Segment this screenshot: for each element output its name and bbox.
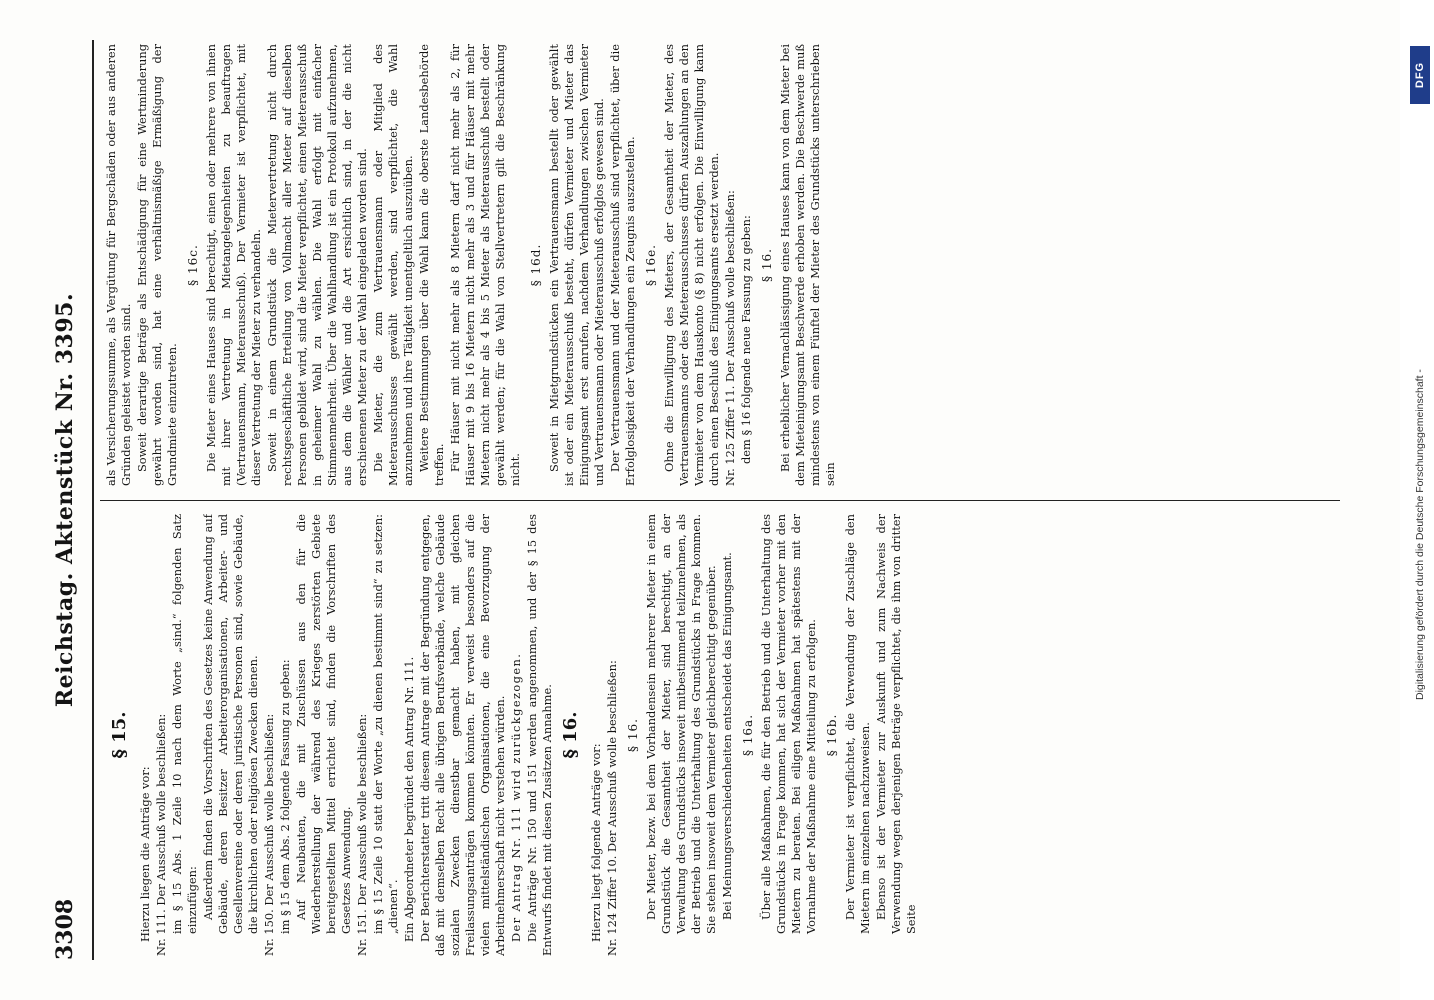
paragraph: Der Vermieter ist verpflichtet, die Verwendung der Zuschläge den Mietern im einzelnen nachzuweisen. — [843, 514, 872, 934]
paragraph: Soweit derartige Beträge als Entschädigung für eine Wertminderung gewährt worden sind, hat eine verhältnismäßige Ermäßigung der Grundmiete einzutreten. — [135, 44, 179, 486]
paragraph: Soweit in einem Grundstück die Mietervertretung nicht durch rechtsgeschäftliche Erteilung von Vollmacht aller Mieter auf dieselben Personen gebildet wird, sind die Mieter verpflichtet, einen Mieterausschuß in geheimer Wahl zu wählen. Die Wahl erfolgt mit einfacher Stimmenmehrheit. Über die Wahlhandlung ist ein Protokoll aufzunehmen, aus dem die Wähler und die Art ersichtlich sind, in der die nicht erschienenen Mieter zu der Wahl eingeladen worden sind. — [265, 44, 369, 486]
paragraph: Für Häuser mit nicht mehr als 8 Mietern darf nicht mehr als 2, für Häuser mit 9 bis 16 Mietern nicht mehr als 3 und für Häuser mit mehr Mietern nicht mehr als 4 bis 5 Mieter als Mieterausschuß bestellt oder gewählt werden; für die Wahl von Stellvertretern gilt die Beschränkung nicht. — [448, 44, 522, 486]
paragraph: Auf Neubauten, die mit Zuschüssen aus den für die Wiederherstellung der während des Krieges zerstörten Gebiete bereitgestellten Mittel errichtet sind, finden die Vorschriften des Gesetzes Anwendung. — [294, 514, 353, 934]
header-rule — [92, 40, 94, 960]
subsection-title: § 16. — [626, 718, 640, 752]
column-separator — [100, 500, 1340, 501]
subsection-title: § 16c. — [186, 244, 200, 286]
paragraph: im § 15 dem Abs. 2 folgende Fassung zu geben: — [278, 659, 292, 934]
paragraph: Hierzu liegen die Anträge vor: — [138, 766, 152, 942]
paragraph: Der Vertrauensmann und der Mieterausschuß sind verpflichtet, über die Erfolglosigkeit der Verhandlungen ein Zeugnis auszustellen. — [608, 44, 637, 486]
paragraph: Bei erheblicher Vernachlässigung eines Hauses kann von dem Mieter bei dem Mieteinigungsamt Beschwerde erhoben werden. Die Beschwerde muß mindestens von einem Fünftel der Mieter des Grundstücks unterschrieben sein — [778, 44, 837, 486]
subsection-title: § 16e. — [644, 244, 658, 286]
right-column — [104, 44, 1364, 486]
subsection-title: § 16d. — [529, 243, 543, 287]
paragraph: Der Antrag Nr. 111 wird zurückgezogen. — [509, 652, 523, 942]
section-16-title: § 16. — [560, 711, 581, 759]
paragraph: im § 15 Abs. 1 Zeile 10 nach dem Worte „sind.“ folgenden Satz einzufügen: — [170, 514, 199, 934]
paragraph: Die Anträge Nr. 150 und 151 werden angenommen, und der § 15 des Entwurfs findet mit diesen Zusätzen Annahme. — [525, 514, 554, 956]
paragraph: als Versicherungssumme, als Vergütung für Bergschäden oder aus anderen Gründen geleistet worden sind. — [104, 44, 133, 486]
funding-credit: Digitalisierung gefördert durch die Deutsche Forschungsgemeinschaft - — [1414, 369, 1426, 700]
paragraph: Ein Abgeordneter begründet den Antrag Nr. 111. — [402, 656, 416, 942]
paragraph: Der Mieter, bezw. bei dem Vorhandensein mehrerer Mieter in einem Grundstück die Gesamtheit der Mieter, sind berechtigt, an der Verwaltung des Grundstücks insoweit mitbestimmend teilzunehmen, als der Betrieb und die Unterhaltung des Grundstücks in Frage kommen. Sie stehen insoweit dem Vermieter gleichberechtigt gegenüber. — [644, 514, 718, 934]
paragraph: Ohne die Einwilligung des Mieters, der Gesamtheit der Mieter, des Vertrauensmanns oder des Mieterausschusses dürfen Auszahlungen an den Vermieter von dem Hauskonto (§ 8) nicht erfolgen. Die Einwilligung kann durch einen Beschluß des Einigungsamts ersetzt werden. — [662, 44, 721, 486]
digitization-sidebar — [1402, 0, 1432, 1000]
motion-heading: Nr. 124 Ziffer 10. Der Ausschuß wolle beschließen: — [605, 660, 619, 956]
paragraph: Ebenso ist der Vermieter zur Auskunft und zum Nachweis der Verwendung wegen derjenigen Beträge verpflichtet, die ihm von dritter Seite — [874, 514, 918, 934]
paragraph: Bei Meinungsverschiedenheiten entscheidet das Einigungsamt. — [720, 552, 734, 920]
left-column — [104, 514, 1364, 956]
paragraph: im § 15 Zeile 10 statt der Worte „zu dienen bestimmt sind“ zu setzen: „dienen“. — [371, 514, 400, 934]
page-number: 3308 — [52, 898, 78, 960]
motion-heading: Nr. 111. Der Ausschuß wolle beschließen: — [154, 713, 168, 956]
motion-heading: Nr. 125 Ziffer 11. Der Ausschuß wolle beschließen: — [723, 190, 737, 486]
section-15-title: § 15. — [109, 711, 130, 759]
paragraph: Der Berichterstatter tritt diesem Antrage mit der Begründung entgegen, daß mit demselben Recht alle übrigen Berufsverbände, welche Gebäude sozialen Zwecken dienstbar gemacht haben, mit gleichen Freilassungsanträgen kommen könnten. Er verweist besonders auf die vielen mittelständischen Organisationen, die eine Bevorzugung der Arbeitnehmerschaft nicht verstehen würden. — [418, 514, 507, 956]
motion-heading: Nr. 151. Der Ausschuß wolle beschließen: — [355, 713, 369, 956]
paragraph: Soweit in Mietgrundstücken ein Vertrauensmann bestellt oder gewählt ist oder ein Mieterausschuß besteht, dürfen Vermieter und Mieter das Einigungsamt erst anrufen, nachdem Verhandlungen zwischen Vermieter und Vertrauensmann oder Mieterausschuß erfolglos gewesen sind. — [547, 44, 606, 486]
subsection-title: § 16b. — [825, 713, 839, 757]
paragraph: Die Mieter eines Hauses sind berechtigt, einen oder mehrere von ihnen mit ihrer Vertretung in Mietangelegenheiten zu beauftragen (Vertrauensmann, Mieterausschuß). Der Vermieter ist verpflichtet, mit dieser Vertretung der Mieter zu verhandeln. — [204, 44, 263, 486]
subsection-title: § 16. — [760, 248, 774, 282]
paragraph: Hierzu liegt folgende Anträge vor: — [589, 743, 603, 942]
motion-heading: Nr. 150. Der Ausschuß wolle beschließen: — [262, 713, 276, 956]
dfg-logo: DFG — [1410, 46, 1430, 104]
page-header — [52, 40, 92, 960]
paragraph: Die Mieter, die zum Vertrauensmann oder Mitglied des Mieterausschusses gewählt werden, sind verpflichtet, die Wahl anzunehmen und ihre Tätigkeit unentgeltlich auszuüben. — [371, 44, 415, 486]
subsection-title: § 16a. — [741, 713, 755, 757]
paragraph: Außerdem finden die Vorschriften des Gesetzes keine Anwendung auf Gebäude, deren Besitzer Arbeiterorganisationen, Arbeiter- und Gesellenvereine oder deren juristische Personen sind, sowie Gebäude, die kirchlichen oder religiösen Zwecken dienen. — [201, 514, 260, 934]
paragraph: Weitere Bestimmungen über die Wahl kann die oberste Landesbehörde treffen. — [417, 44, 446, 486]
paragraph: Über alle Maßnahmen, die für den Betrieb und die Unterhaltung des Grundstücks in Frage kommen, hat sich der Vermieter vorher mit den Mietern zu beraten. Bei eiligen Maßnahmen hat spätestens mit der Vornahme der Maßnahme eine Mitteilung zu erfolgen. — [759, 514, 818, 934]
header-title: Reichstag. Aktenstück Nr. 3395. — [52, 292, 78, 708]
paragraph: dem § 16 folgende neue Fassung zu geben: — [739, 215, 753, 464]
